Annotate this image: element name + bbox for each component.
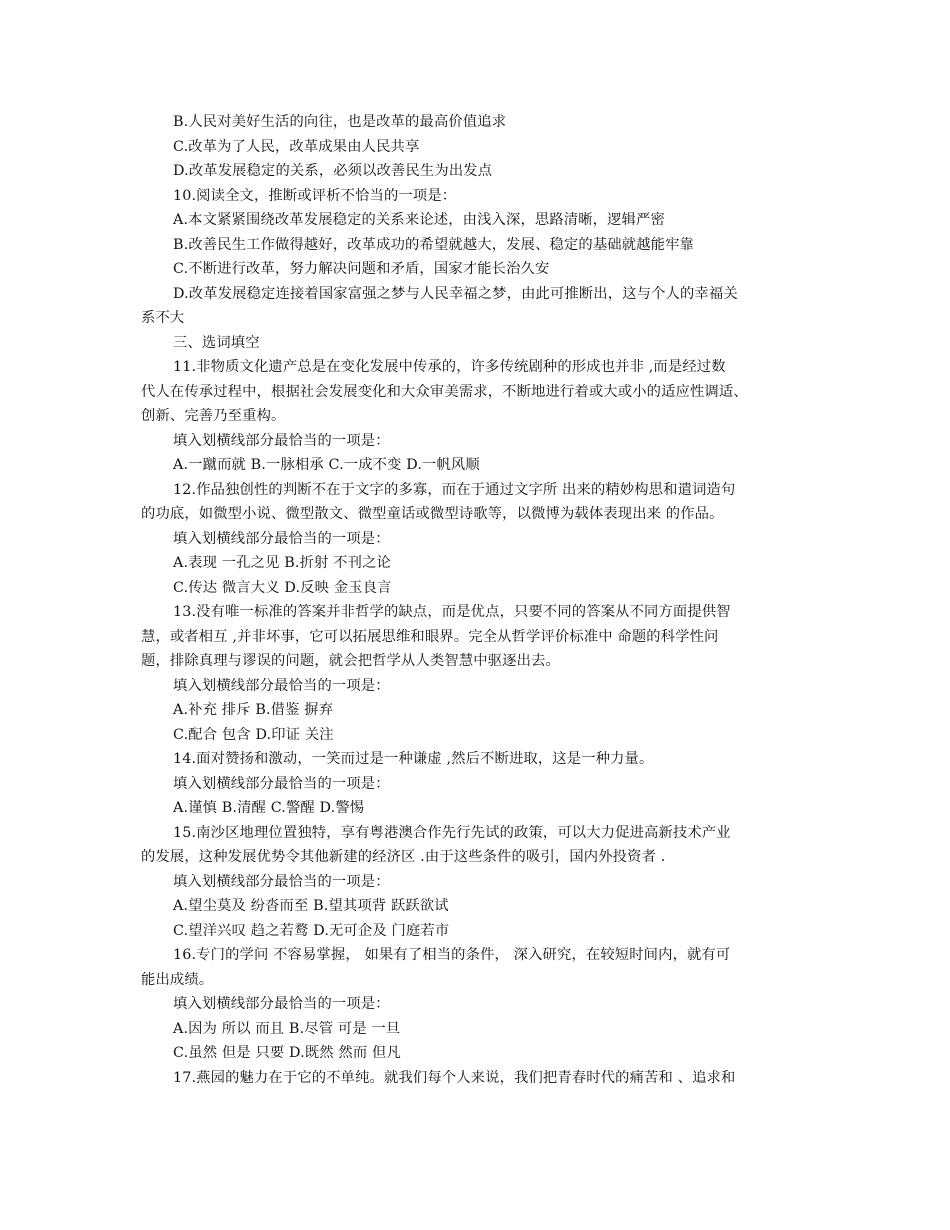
text-line: A.一蹴而就 B.一脉相承 C.一成不变 D.一帆风顺 (173, 457, 480, 473)
text-line: A.因为 所以 而且 B.尽管 可是 一旦 (173, 1020, 401, 1037)
text-line: 10.阅读全文，推断或评析不恰当的一项是： (173, 187, 457, 204)
text-line: B.改善民生工作做得越好，改革成功的希望就越大，发展、稳定的基础就越能牢靠 (173, 236, 694, 253)
text-line: 创新、完善乃至重构。 (141, 408, 286, 424)
text-line: C.配合 包含 D.印证 关注 (173, 726, 334, 743)
text-line: 16.专门的学问 不容易掌握， 如果有了相当的条件， 深入研究，在较短时间内，就有可 (173, 947, 731, 963)
document-body (0, 110, 950, 1090)
text-line: 11.非物质文化遗产总是在变化发展中传承的，许多传统剧种的形成也并非 ,而是经过数 (173, 359, 726, 375)
text-line: 17.燕园的魅力在于它的不单纯。就我们每个人来说，我们把青春时代的痛苦和 、追求和 (173, 1069, 736, 1086)
text-line: 的发展，这种发展优势令其他新建的经济区 .由于这些条件的吸引，国内外投资者 . (141, 849, 666, 865)
text-line: 题，排除真理与谬误的问题，就会把哲学从人类智慧中驱逐出去。 (141, 653, 560, 669)
text-line: 填入划横线部分最恰当的一项是： (173, 530, 390, 547)
text-line: 15.南沙区地理位置独特，享有粤港澳合作先行先试的政策，可以大力促进高新技术产业 (173, 824, 731, 841)
text-line: A.表现 一孔之见 B.折射 不刊之论 (173, 555, 391, 571)
text-line: 12.作品独创性的判断不在于文字的多寡，而在于通过文字所 出来的精妙构思和遣词造句 (173, 481, 736, 498)
text-line: 代人在传承过程中，根据社会发展变化和大众审美需求，不断地进行着或大或小的适应性调适、 (141, 383, 748, 400)
text-line: D.改革发展稳定连接着国家富强之梦与人民幸福之梦，由此可推断出，这与个人的幸福关 (173, 285, 738, 302)
text-line: C.虽然 但是 只要 D.既然 然而 但凡 (173, 1045, 401, 1061)
text-line: D.改革发展稳定的关系，必须以改善民生为出发点 (173, 163, 493, 179)
text-line: 填入划横线部分最恰当的一项是： (173, 432, 390, 449)
text-line: 填入划横线部分最恰当的一项是： (173, 775, 390, 792)
text-line: 三、选词填空 (173, 334, 260, 351)
text-line: 的功底，如微型小说、微型散文、微型童话或微型诗歌等，以微博为载体表现出来 的作品。 (141, 506, 724, 522)
text-line: 填入划横线部分最恰当的一项是： (173, 873, 390, 890)
text-line: 13.没有唯一标准的答案并非哲学的缺点，而是优点，只要不同的答案从不同方面提供智 (173, 604, 731, 620)
text-line: A.补充 排斥 B.借鉴 摒弃 (173, 702, 334, 718)
text-line: 能出成绩。 (141, 971, 214, 988)
text-line: 慧，或者相互 ,并非坏事，它可以拓展思维和眼界。完全从哲学评价标准中 命题的科学性问 (141, 628, 719, 645)
text-line: C.望洋兴叹 趋之若鹜 D.无可企及 门庭若市 (173, 922, 450, 939)
text-line: 填入划横线部分最恰当的一项是： (173, 996, 390, 1012)
text-line: B.人民对美好生活的向往，也是改革的最高价值追求 (173, 114, 507, 130)
text-line: A.谨慎 B.清醒 C.警醒 D.警惕 (173, 800, 365, 816)
text-line: C.传达 微言大义 D.反映 金玉良言 (173, 579, 392, 596)
text-line: A.望尘莫及 纷沓而至 B.望其项背 跃跃欲试 (173, 898, 449, 914)
text-line: 填入划横线部分最恰当的一项是： (173, 677, 390, 694)
text-line: C.改革为了人民，改革成果由人民共享 (173, 138, 420, 155)
text-line: C.不断进行改革，努力解决问题和矛盾，国家才能长治久安 (173, 261, 550, 277)
text-line: A.本文紧紧围绕改革发展稳定的关系来论述，由浅入深，思路清晰，逻辑严密 (173, 212, 665, 228)
text-line: 14.面对赞扬和激动，一笑而过是一种谦虚 ,然后不断进取，这是一种力量。 (173, 751, 654, 767)
text-line: 系不大 (141, 310, 185, 326)
